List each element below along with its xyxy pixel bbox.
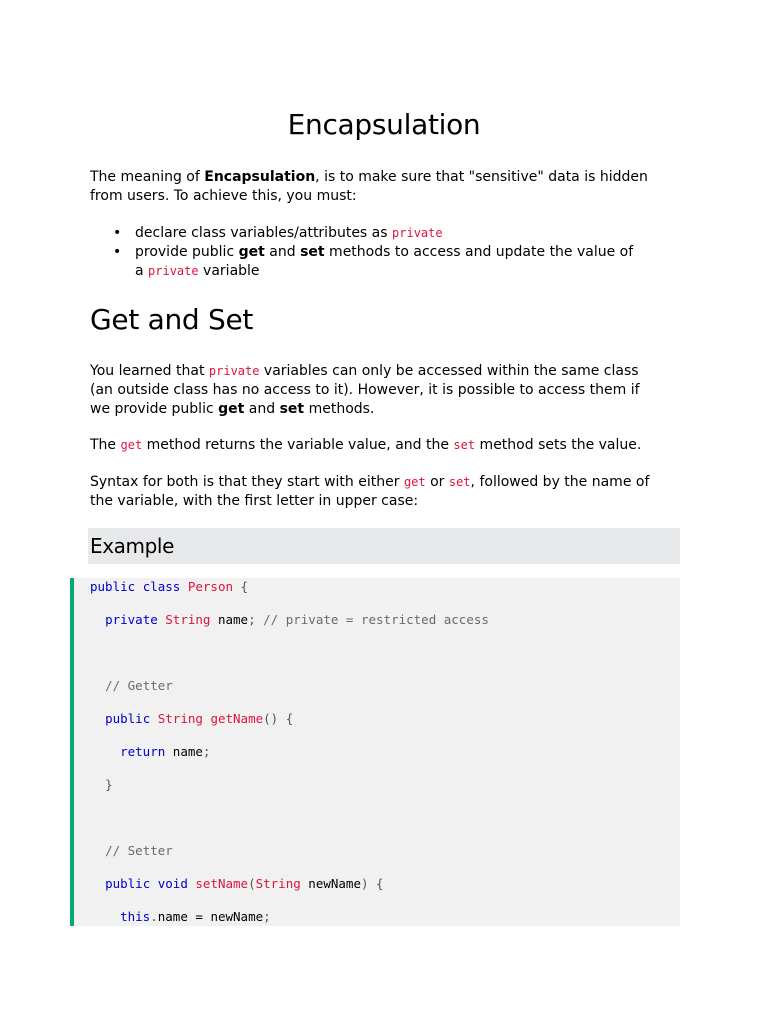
page-title: Encapsulation [287, 108, 481, 141]
example-label: Example [90, 534, 174, 558]
bold-term: set [300, 244, 325, 260]
code-semicolon: ; [248, 612, 256, 627]
code-keyword: public [105, 711, 151, 726]
paragraph [90, 436, 680, 455]
paragraph-text: The [90, 437, 121, 453]
code-line [90, 908, 271, 926]
code-class-name: Person [187, 579, 234, 594]
code-paren: ) [360, 876, 369, 891]
paragraph-text: (an outside class has no access to it). However, it is possible to access them if [90, 382, 640, 398]
inline-code: set [448, 475, 471, 489]
inline-code: private [208, 364, 260, 378]
paragraph-text: method sets the value. [475, 437, 642, 453]
bold-term: set [279, 401, 305, 417]
code-semicolon: ; [202, 744, 211, 759]
code-keyword: return [120, 744, 166, 759]
code-identifier: name [217, 612, 249, 627]
code-operator: = [195, 909, 203, 924]
paragraph-text: variables can only be accessed within the same class [259, 363, 639, 379]
paragraph-text: Syntax for both is that they start with either [90, 474, 404, 490]
code-keyword: private [105, 612, 158, 627]
list-item-text: variable [198, 263, 260, 279]
code-brace: { [240, 579, 249, 594]
code-brace: { [376, 876, 384, 891]
paragraph-text: and [244, 401, 280, 417]
paragraph [90, 473, 680, 511]
code-keyword: void [157, 876, 188, 891]
code-line [90, 578, 248, 596]
paragraph-text: You learned that [90, 363, 209, 379]
list-item-text: declare class variables/attributes as [135, 225, 393, 241]
bold-term: get [238, 244, 265, 260]
code-parameter: newName [308, 876, 361, 891]
inline-code: private [148, 264, 199, 278]
intro-bold-term: Encapsulation [204, 169, 316, 185]
paragraph-text: the variable, with the first letter in upper case: [90, 493, 419, 509]
list-item-text: provide public [135, 244, 239, 260]
paragraph-text: we provide public [90, 401, 219, 417]
code-parens: () [263, 711, 279, 726]
code-keyword: class [142, 579, 181, 594]
code-example [70, 578, 680, 926]
bold-term: get [218, 401, 245, 417]
code-line [90, 875, 384, 893]
code-line [90, 677, 173, 695]
paragraph-text: method returns the variable value, and the [142, 437, 454, 453]
code-comment: // private = restricted access [263, 612, 489, 627]
list-item [135, 243, 725, 281]
inline-code: get [120, 438, 143, 452]
code-semicolon: ; [263, 909, 271, 924]
code-identifier: name [172, 744, 203, 759]
code-line [90, 776, 113, 794]
paragraph [90, 362, 680, 419]
code-keyword: this [120, 909, 151, 924]
requirements-list [90, 224, 725, 281]
code-brace: } [105, 777, 113, 792]
inline-code: get [403, 475, 426, 489]
code-line [90, 611, 489, 629]
code-identifier: name [157, 909, 188, 924]
code-line [90, 743, 210, 761]
example-header [88, 528, 680, 564]
code-line [90, 842, 173, 860]
code-type: String [255, 876, 301, 891]
code-type: String [165, 612, 211, 627]
intro-text: from users. To achieve this, you must: [90, 188, 357, 204]
intro-paragraph [90, 168, 680, 206]
inline-code: private [392, 226, 443, 240]
code-brace: { [285, 711, 294, 726]
list-item-text: methods to access and update the value of [324, 244, 634, 260]
code-type: String [157, 711, 203, 726]
code-method-name: getName [210, 711, 264, 726]
code-method-name: setName [195, 876, 249, 891]
code-comment: // Getter [105, 678, 173, 693]
inline-code: set [453, 438, 476, 452]
code-paren: ( [248, 876, 256, 891]
code-keyword: public [105, 876, 151, 891]
code-dot: . [150, 909, 158, 924]
list-item-text: and [264, 244, 301, 260]
list-item-text: a [135, 263, 149, 279]
code-identifier: newName [210, 909, 264, 924]
code-keyword: public [90, 579, 136, 594]
paragraph-text: methods. [304, 401, 375, 417]
paragraph-text: or [425, 474, 449, 490]
intro-text: The meaning of [90, 169, 205, 185]
code-line [90, 710, 293, 728]
intro-text: , is to make sure that "sensitive" data is hidden [315, 169, 648, 185]
paragraph-text: , followed by the name of [470, 474, 650, 490]
list-item [135, 224, 725, 243]
section-heading: Get and Set [90, 303, 254, 336]
code-comment: // Setter [105, 843, 173, 858]
